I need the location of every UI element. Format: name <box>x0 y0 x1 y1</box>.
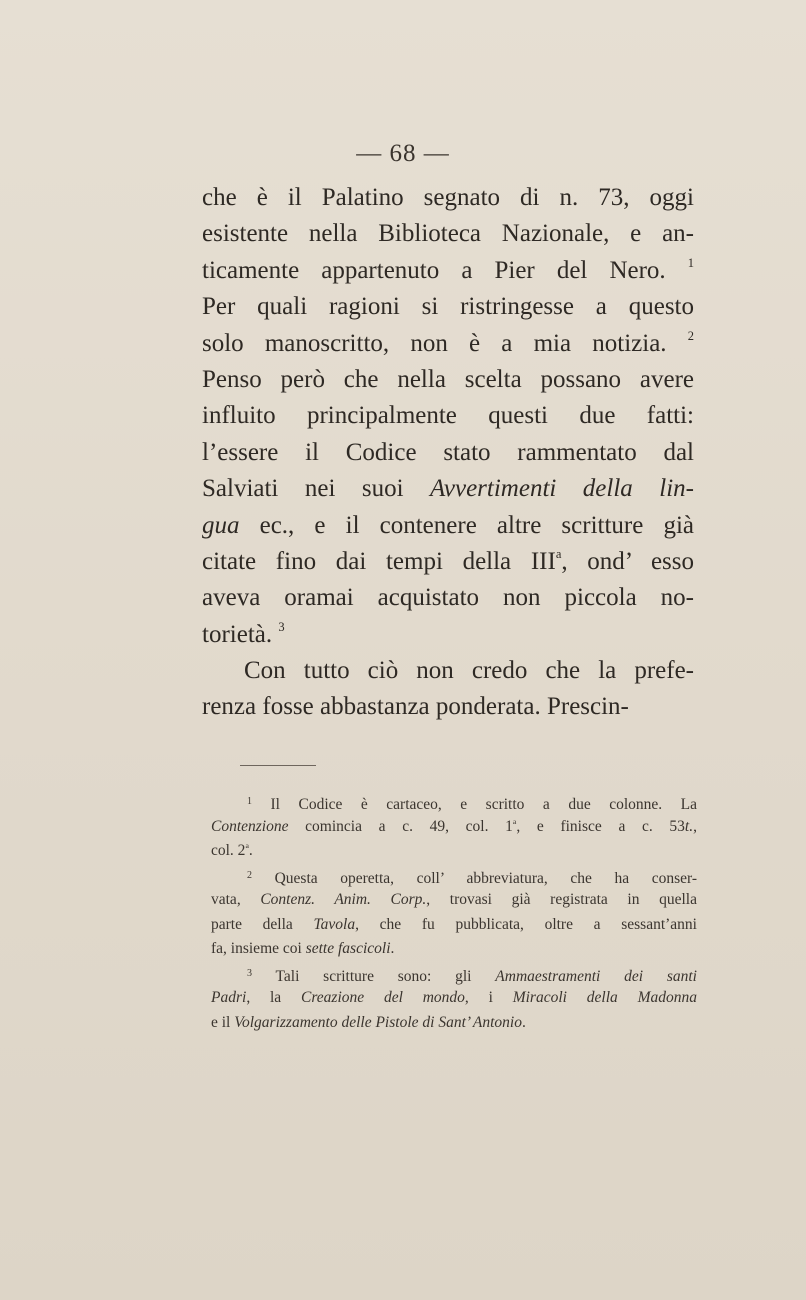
footnote-3-cont: Padri, la Creazione del mondo, i Miracoli della Madonna <box>211 989 697 1006</box>
text-line: ticamente appartenuto a Pier del Nero. $^1$ <box>202 255 695 284</box>
footnote-2: $^2$ Questa operetta, coll’ abbreviatura, che ha conser- <box>247 869 697 887</box>
main-text <box>202 180 694 726</box>
text-line: Penso però che nella scelta possano avere <box>202 365 694 393</box>
footnote-1: $^1$ Il Codice è cartaceo, e scritto a due colonne. La <box>247 796 697 813</box>
text-line: gua ec., e il contenere altre scritture già <box>202 511 694 539</box>
page-number: — 68 — <box>356 140 450 167</box>
footnote-2-cont: fa, insieme coi sette fascicoli. <box>211 940 395 957</box>
footnote-ref-3: 3 <box>278 619 285 634</box>
footnote-2-cont: parte della Tavola, che fu pubblicata, oltre a sessant’anni <box>211 915 697 933</box>
text-line: torietà. $^3$ <box>202 619 285 648</box>
footnote-ref-1: 1 <box>687 255 695 270</box>
text-line: l’essere il Codice stato rammentato dal <box>202 438 694 466</box>
footnote-separator <box>240 765 316 766</box>
text-line: Salviati nei suoi Avvertimenti della lin- <box>202 475 694 503</box>
footnotes <box>211 790 697 1035</box>
footnote-1-cont: col. 2$^a$. <box>211 841 253 859</box>
footnote-3-cont: e il Volgarizzamento delle Pistole di Sant’ Antonio. <box>211 1013 526 1031</box>
text-line: solo manoscritto, non è a mia notizia. $^2$ <box>202 328 695 357</box>
text-line: aveva oramai acquistato non piccola no- <box>202 584 694 612</box>
footnote-3: $^3$ Tali scritture sono: gli Ammaestramenti dei santi <box>247 967 697 985</box>
text-line: citate fino dai tempi della III$^a$, ond’ esso <box>202 546 694 575</box>
footnote-2-cont: vata, Contenz. Anim. Corp., trovasi già registrata in quella <box>211 891 697 908</box>
text-line: Per quali ragioni si ristringesse a questo <box>202 293 694 321</box>
text-line: che è il Palatino segnato di n. 73, oggi <box>202 184 694 211</box>
text-line: renza fosse abbastanza ponderata. Prescin- <box>202 693 629 721</box>
footnote-1-cont: Contenzione comincia a c. 49, col. 1$^a$, e finisce a c. 53t., <box>211 816 697 835</box>
footnote-ref-2: 2 <box>687 328 695 343</box>
text-line: influito principalmente questi due fatti: <box>202 402 694 430</box>
text-line: esistente nella Biblioteca Nazionale, e an- <box>202 220 694 248</box>
text-line: Con tutto ciò non credo che la prefe- <box>244 657 694 685</box>
